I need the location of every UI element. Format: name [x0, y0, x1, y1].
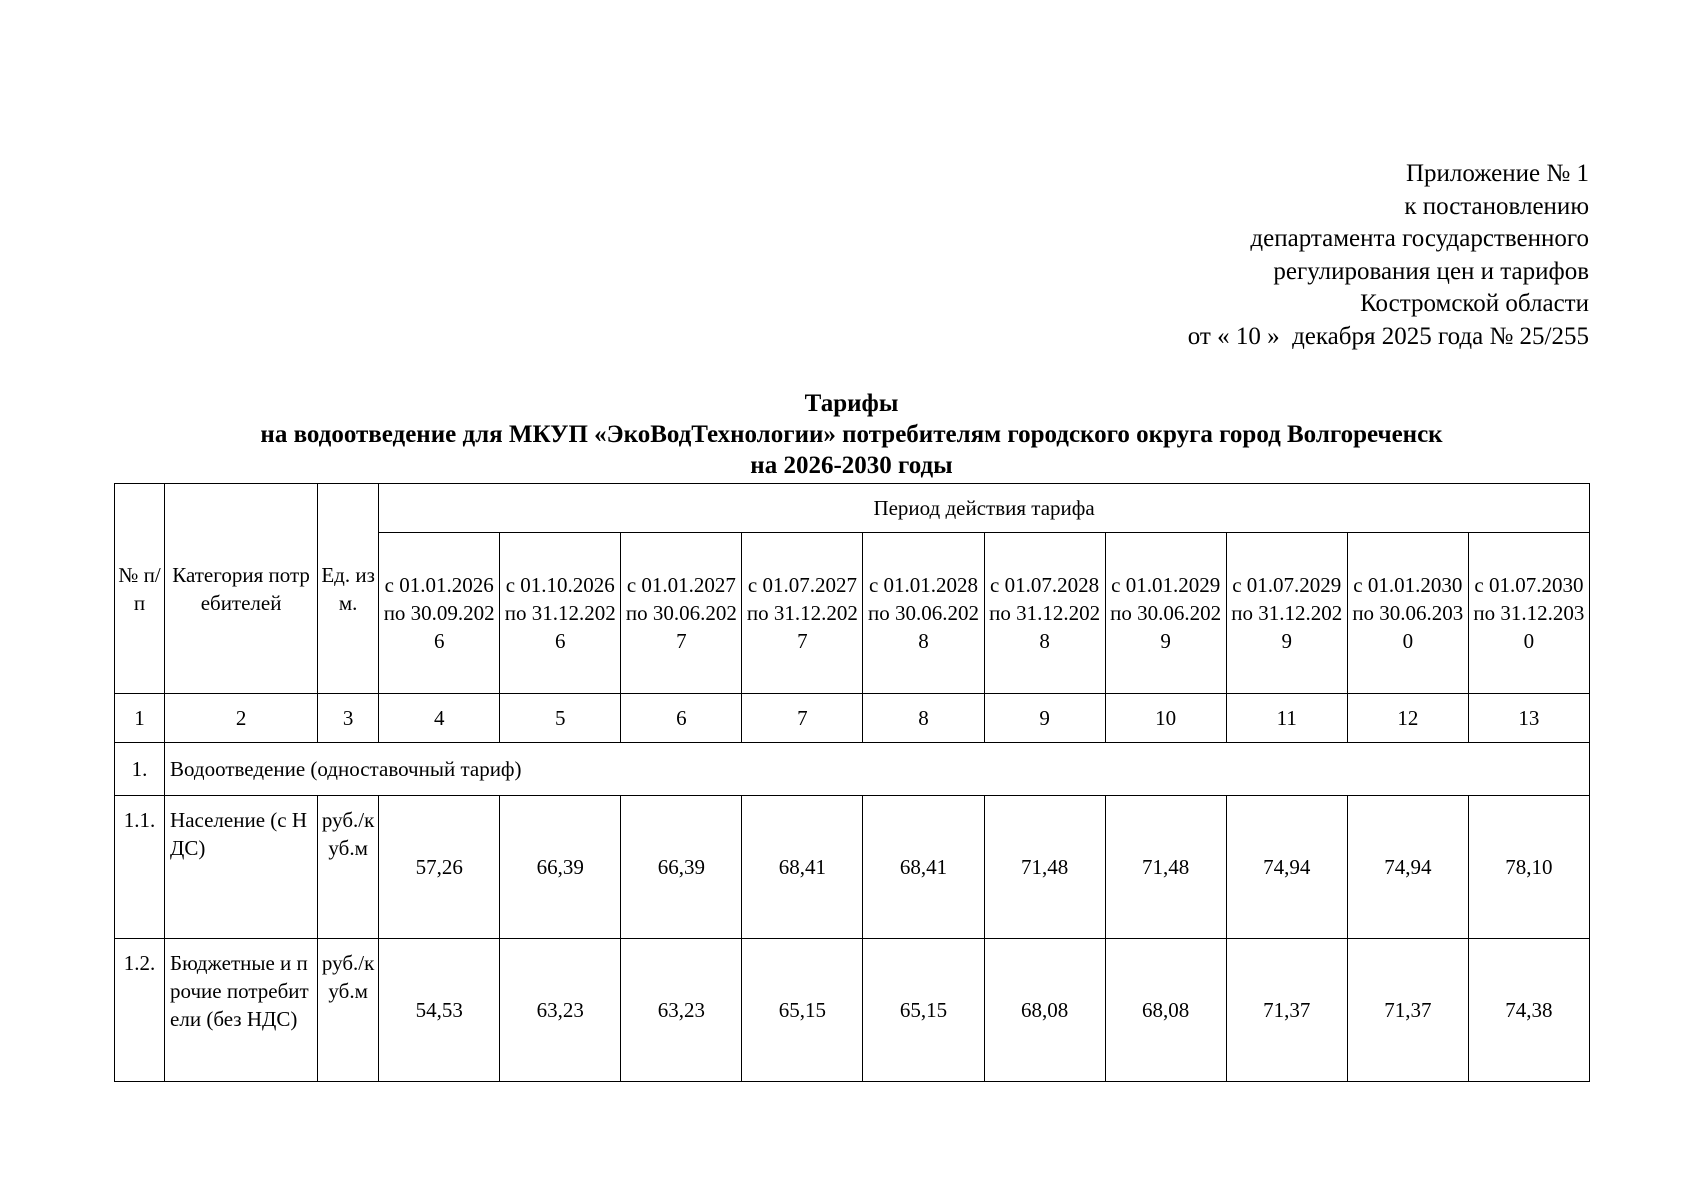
tariff-value: 57,26 — [379, 796, 500, 939]
tariff-value: 63,23 — [500, 939, 621, 1082]
header-num: № п/п — [115, 484, 165, 694]
approval-line: Костромской области — [1360, 290, 1589, 317]
tariff-value: 68,41 — [863, 796, 984, 939]
document-title — [114, 388, 1589, 481]
tariff-value: 71,37 — [1347, 939, 1468, 1082]
column-number: 1 — [115, 694, 165, 743]
tariff-value: 66,39 — [621, 796, 742, 939]
tariff-value: 65,15 — [863, 939, 984, 1082]
approval-line: к постановлению — [1404, 192, 1589, 220]
tariff-value: 66,39 — [500, 796, 621, 939]
tariff-value: 71,48 — [984, 796, 1105, 939]
column-number: 9 — [984, 694, 1105, 743]
period-header: с 01.01.2030 по 30.06.2030 — [1347, 533, 1468, 694]
column-number: 4 — [379, 694, 500, 743]
period-header: с 01.01.2029 по 30.06.2029 — [1105, 533, 1226, 694]
section-label: Водоотведение (одноставочный тариф) — [165, 743, 1590, 796]
tariff-value: 68,41 — [742, 796, 863, 939]
approval-block — [1188, 158, 1589, 353]
table-row — [115, 939, 1590, 1082]
column-number: 8 — [863, 694, 984, 743]
section-row — [115, 743, 1590, 796]
tariff-value: 71,37 — [1226, 939, 1347, 1082]
period-header: с 01.01.2027 по 30.06.2027 — [621, 533, 742, 694]
row-unit: руб./куб.м — [318, 796, 379, 939]
column-number: 10 — [1105, 694, 1226, 743]
column-number: 6 — [621, 694, 742, 743]
tariff-value: 68,08 — [1105, 939, 1226, 1082]
period-header: с 01.07.2027 по 31.12.2027 — [742, 533, 863, 694]
approval-line: регулирования цен и тарифов — [1273, 257, 1589, 285]
tariff-value: 68,08 — [984, 939, 1105, 1082]
header-row — [115, 484, 1590, 533]
title-line: Тарифы — [804, 390, 899, 417]
tariff-value: 74,94 — [1347, 796, 1468, 939]
column-number: 2 — [165, 694, 318, 743]
period-header: с 01.07.2029 по 31.12.2029 — [1226, 533, 1347, 694]
row-unit: руб./куб.м — [318, 939, 379, 1082]
header-period: Период действия тарифа — [379, 484, 1590, 533]
approval-date-line: от « 10 » декабря 2025 года № 25/255 — [1187, 322, 1589, 350]
tariff-value: 71,48 — [1105, 796, 1226, 939]
column-number: 5 — [500, 694, 621, 743]
period-header: с 01.01.2026 по 30.09.2026 — [379, 533, 500, 694]
row-category: Бюджетные и прочие потребители (без НДС) — [165, 939, 318, 1082]
column-number: 11 — [1226, 694, 1347, 743]
period-header: с 01.10.2026 по 31.12.2026 — [500, 533, 621, 694]
column-number: 12 — [1347, 694, 1468, 743]
tariff-value: 74,38 — [1468, 939, 1589, 1082]
period-header: с 01.07.2028 по 31.12.2028 — [984, 533, 1105, 694]
column-number-row — [115, 694, 1590, 743]
title-line: на 2026-2030 годы — [750, 452, 953, 479]
column-number: 13 — [1468, 694, 1589, 743]
tariff-value: 54,53 — [379, 939, 500, 1082]
tariff-value: 78,10 — [1468, 796, 1589, 939]
title-line: на водоотведение для МКУП «ЭкоВодТехнологии» потребителям городского округа город Волгореченск — [260, 421, 1443, 448]
period-header: с 01.01.2028 по 30.06.2028 — [863, 533, 984, 694]
section-num: 1. — [115, 743, 165, 796]
tariff-table — [114, 483, 1590, 1082]
column-number: 3 — [318, 694, 379, 743]
tariff-value: 74,94 — [1226, 796, 1347, 939]
row-num: 1.1. — [115, 796, 165, 939]
approval-line: Приложение № 1 — [1405, 160, 1589, 187]
row-category: Население (с НДС) — [165, 796, 318, 939]
header-unit: Ед. изм. — [318, 484, 379, 694]
tariff-value: 63,23 — [621, 939, 742, 1082]
row-num: 1.2. — [115, 939, 165, 1082]
period-header: с 01.07.2030 по 31.12.2030 — [1468, 533, 1589, 694]
header-category: Категория потребителей — [165, 484, 318, 694]
approval-line: департамента государственного — [1250, 225, 1589, 252]
tariff-value: 65,15 — [742, 939, 863, 1082]
column-number: 7 — [742, 694, 863, 743]
table-row — [115, 796, 1590, 939]
